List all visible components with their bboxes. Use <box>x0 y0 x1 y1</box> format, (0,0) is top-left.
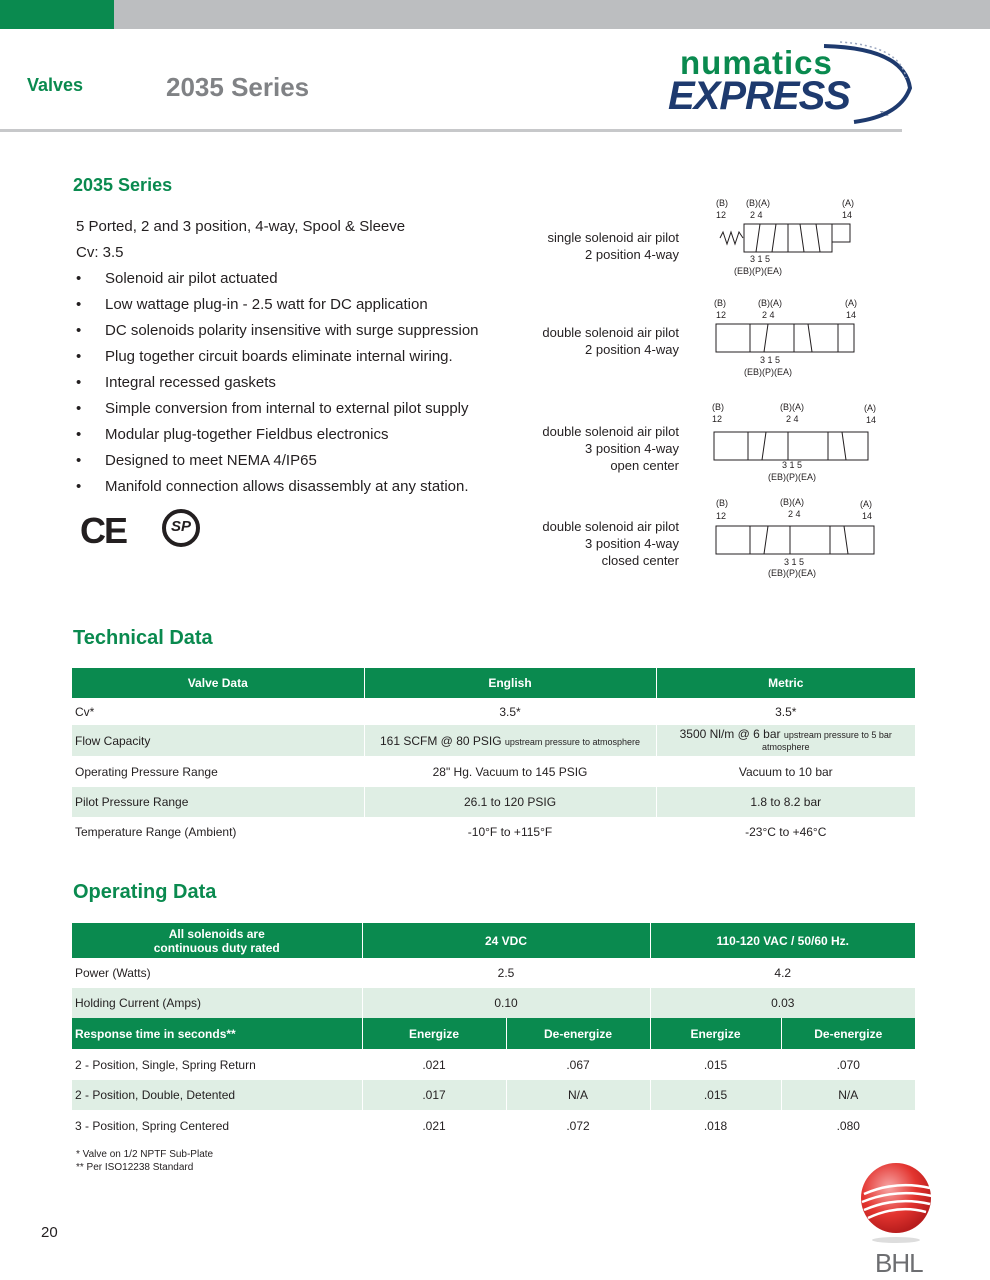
column-header: Energize <box>650 1018 781 1049</box>
row-label: Pilot Pressure Range <box>72 787 364 817</box>
cell-value: 0.10 <box>362 988 650 1018</box>
bhl-text: BHL <box>875 1248 923 1278</box>
feature-bullet: • Manifold connection allows disassembly at any station. <box>76 474 516 500</box>
symbol-label-1 <box>547 229 679 263</box>
symbol-label-line: double solenoid air pilot <box>542 519 679 534</box>
footnote: * Valve on 1/2 NPTF Sub-Plate <box>76 1149 214 1160</box>
logo-express: EXPRESS <box>668 74 850 118</box>
table-row <box>72 725 915 756</box>
port-label: (B) <box>712 402 724 412</box>
feature-list <box>76 214 516 500</box>
valve-symbol-double-3pos-open-icon <box>708 398 878 486</box>
port-number: 12 <box>712 414 723 424</box>
table-row <box>72 1110 915 1142</box>
port-label: (B)(A) <box>746 198 770 208</box>
technical-data-table <box>72 668 915 847</box>
table-row <box>72 1080 915 1110</box>
port-label: (B)(A) <box>780 402 804 412</box>
symbol-label-line: closed center <box>601 553 679 568</box>
column-header: English <box>364 668 656 698</box>
table-row <box>72 958 915 988</box>
port-number: 3 1 5 <box>782 460 803 470</box>
symbol-label-line: 3 position 4-way <box>585 441 679 456</box>
column-header: De-energize <box>781 1018 915 1049</box>
symbol-label-line: double solenoid air pilot <box>542 325 679 340</box>
symbol-label-line: single solenoid air pilot <box>547 230 679 245</box>
cell-note: upstream pressure to atmosphere <box>504 736 640 747</box>
port-number: 12 <box>716 210 727 220</box>
feature-bullet: • Simple conversion from internal to external pilot supply <box>76 396 516 422</box>
header-divider <box>0 129 902 132</box>
symbol-label-4 <box>542 518 679 569</box>
port-number: 14 <box>866 415 877 425</box>
cell-value: 1.8 to 8.2 bar <box>656 787 915 817</box>
port-label: (A) <box>845 298 857 308</box>
operating-data-table <box>72 923 915 1142</box>
port-label: (B)(A) <box>780 497 804 507</box>
cell-value: 3.5* <box>775 704 797 719</box>
cell-value: .067 <box>506 1049 650 1080</box>
port-label: (B) <box>716 198 728 208</box>
response-header-row <box>72 1018 915 1049</box>
row-label: 3 - Position, Spring Centered <box>72 1110 362 1142</box>
row-label: Flow Capacity <box>72 725 364 756</box>
port-number: 2 4 <box>762 310 775 320</box>
table-row <box>72 787 915 817</box>
numatics-express-logo <box>664 38 914 124</box>
page-number: 20 <box>41 1224 58 1241</box>
port-label: (EB)(P)(EA) <box>744 367 792 377</box>
cell-value: Vacuum to 10 bar <box>738 764 833 779</box>
symbol-label-line: 2 position 4-way <box>585 247 679 262</box>
cell-value: .021 <box>362 1049 506 1080</box>
table-header-row <box>72 923 915 958</box>
valve-symbol-single-2pos-icon <box>708 196 878 280</box>
row-label: Holding Current (Amps) <box>72 988 362 1018</box>
table-row <box>72 1049 915 1080</box>
port-label: (B) <box>714 298 726 308</box>
column-header: Valve Data <box>72 668 364 698</box>
port-number: 2 4 <box>786 414 799 424</box>
port-label: (EB)(P)(EA) <box>734 266 782 276</box>
cell-value: N/A <box>781 1080 915 1110</box>
table-row <box>72 756 915 787</box>
table-header-row <box>72 668 915 698</box>
symbol-label-line: double solenoid air pilot <box>542 424 679 439</box>
cell-value: 0.03 <box>650 988 915 1018</box>
port-label: (A) <box>842 198 854 208</box>
symbol-label-line: 3 position 4-way <box>585 536 679 551</box>
footnote: ** Per ISO12238 Standard <box>76 1162 194 1173</box>
port-number: 14 <box>862 511 873 521</box>
cell-value: .021 <box>362 1110 506 1142</box>
port-label: (A) <box>860 499 872 509</box>
symbol-label-2 <box>542 324 679 358</box>
cell-value: .015 <box>650 1049 781 1080</box>
logo-numatics: numatics <box>680 44 833 81</box>
symbol-label-line: 2 position 4-way <box>585 342 679 357</box>
port-number: 2 4 <box>788 509 801 519</box>
cell-main-text: 161 SCFM @ 80 PSIG <box>380 733 502 748</box>
cell-value: N/A <box>506 1080 650 1110</box>
page-title: 2035 Series <box>166 72 310 102</box>
port-number: 3 1 5 <box>750 254 771 264</box>
feature-bullet: • Modular plug-together Fieldbus electronics <box>76 422 516 448</box>
feature-bullet: • Plug together circuit boards eliminate internal wiring. <box>76 344 516 370</box>
port-number: 12 <box>716 511 727 521</box>
ce-mark-icon: CE <box>80 510 127 551</box>
port-number: 2 4 <box>750 210 763 220</box>
port-label: (B)(A) <box>758 298 782 308</box>
valve-symbol-double-2pos-icon <box>708 296 878 380</box>
row-label: Temperature Range (Ambient) <box>72 817 364 847</box>
top-bar <box>0 0 990 29</box>
cell-note: upstream pressure to 5 bar atmosphere <box>761 729 892 752</box>
port-label: (EB)(P)(EA) <box>768 472 816 482</box>
column-header: 110-120 VAC / 50/60 Hz. <box>650 923 915 958</box>
valve-symbol-double-3pos-closed-icon <box>708 494 878 582</box>
csa-mark-icon <box>162 509 200 547</box>
column-header: Metric <box>656 668 915 698</box>
operating-data-heading: Operating Data <box>73 881 217 903</box>
cell-value: -23°C to +46°C <box>745 825 827 839</box>
header-line: All solenoids are <box>168 926 265 941</box>
cell-value: .072 <box>506 1110 650 1142</box>
column-header: Energize <box>362 1018 506 1049</box>
row-label: 2 - Position, Single, Spring Return <box>72 1049 362 1080</box>
row-label: Cv* <box>72 698 364 725</box>
column-header: Response time in seconds** <box>72 1018 362 1049</box>
cell-value: .015 <box>650 1080 781 1110</box>
table-row <box>72 698 915 725</box>
cell-value: .080 <box>836 1119 860 1133</box>
table-row <box>72 988 915 1018</box>
column-header: De-energize <box>506 1018 650 1049</box>
port-number: 3 1 5 <box>760 355 781 365</box>
column-header: 24 VDC <box>362 923 650 958</box>
port-label: (EB)(P)(EA) <box>768 568 816 578</box>
port-number: 14 <box>842 210 853 220</box>
cell-value: 4.2 <box>774 966 792 980</box>
cell-value: 28" Hg. Vacuum to 145 PSIG <box>364 756 656 787</box>
table-row <box>72 817 915 847</box>
port-number: 14 <box>846 310 857 320</box>
intro-line: Cv: 3.5 <box>76 244 124 261</box>
cell-value: .017 <box>362 1080 506 1110</box>
footnotes <box>76 1148 213 1174</box>
column-header <box>72 923 362 958</box>
category-label: Valves <box>27 75 84 95</box>
bhl-globe-icon <box>848 1158 938 1248</box>
feature-bullet: • Designed to meet NEMA 4/IP65 <box>76 448 516 474</box>
csa-mark-text: SP <box>171 518 192 535</box>
cell-value: -10°F to +115°F <box>364 817 656 847</box>
technical-data-heading: Technical Data <box>73 627 213 649</box>
feature-bullet: • Low wattage plug-in - 2.5 watt for DC application <box>76 292 516 318</box>
symbol-label-line: open center <box>610 458 679 473</box>
row-label: Operating Pressure Range <box>72 756 364 787</box>
row-label: Power (Watts) <box>72 958 362 988</box>
cell-value: .070 <box>836 1057 860 1072</box>
header-line: continuous duty rated <box>153 940 280 955</box>
cell-value: .018 <box>650 1110 781 1142</box>
logo-trademark: TM <box>880 112 889 118</box>
cell-value: 26.1 to 120 PSIG <box>364 787 656 817</box>
bhl-logo <box>848 1158 938 1280</box>
top-bar-accent <box>0 0 114 29</box>
port-number: 12 <box>716 310 727 320</box>
feature-bullet: • Solenoid air pilot actuated <box>76 266 516 292</box>
feature-bullet: • DC solenoids polarity insensitive with surge suppression <box>76 318 516 344</box>
cell-value <box>656 725 915 756</box>
port-label: (A) <box>864 403 876 413</box>
cell-value <box>364 725 656 756</box>
series-heading: 2035 Series <box>73 175 173 195</box>
cell-main-text: 3500 Nl/m @ 6 bar <box>679 726 781 741</box>
cell-value: 2.5 <box>362 958 650 988</box>
port-label: (B) <box>716 498 728 508</box>
row-label: 2 - Position, Double, Detented <box>72 1080 362 1110</box>
intro-line: 5 Ported, 2 and 3 position, 4-way, Spool & Sleeve <box>76 218 406 235</box>
port-number: 3 1 5 <box>784 557 805 567</box>
feature-bullet: • Integral recessed gaskets <box>76 370 516 396</box>
cell-value: 3.5* <box>364 698 656 725</box>
symbol-label-3 <box>542 423 679 474</box>
